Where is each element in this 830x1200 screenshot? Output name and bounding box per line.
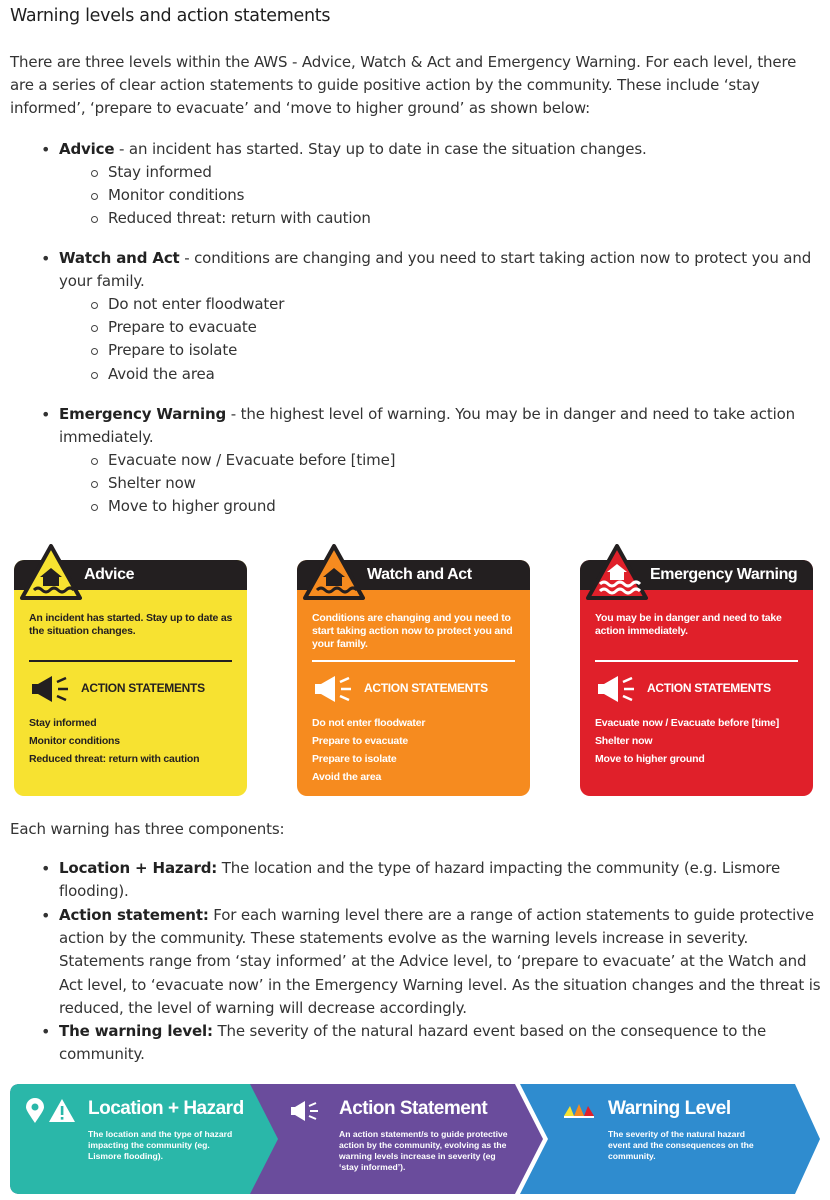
component-desc: The severity of the natural hazard event based on the consequence to the community. <box>59 1022 767 1064</box>
list-item: Prepare to isolate <box>108 339 284 362</box>
list-item: Stay informed <box>29 717 97 729</box>
components-intro: Each warning has three components: <box>10 820 285 838</box>
component-warning-level <box>59 1020 824 1066</box>
list-item: Prepare to evacuate <box>108 316 284 339</box>
component-name: Location + Hazard: <box>59 859 218 877</box>
banner-desc-location: The location and the type of hazard impacting the community (eg. Lismore flooding). <box>88 1129 233 1161</box>
list-item: Move to higher ground <box>595 753 705 765</box>
emergency-warning-card <box>580 560 813 796</box>
divider <box>29 660 232 662</box>
advice-card <box>14 560 247 796</box>
level-desc: - the highest level of warning. You may be in danger and need to take action immediately. <box>59 405 795 446</box>
divider <box>312 660 515 662</box>
card-actions-list <box>595 714 779 768</box>
card-title: Advice <box>84 566 135 583</box>
card-actions-list <box>312 714 425 786</box>
banner-title-location: Location + Hazard <box>88 1098 244 1119</box>
flood-house-warning-icon <box>586 544 648 600</box>
action-statements-label: ACTION STATEMENTS <box>364 681 488 695</box>
list-item: Avoid the area <box>108 363 284 386</box>
component-action-statement <box>59 904 824 1020</box>
megaphone-icon <box>313 674 357 704</box>
level-desc: - conditions are changing and you need to start taking action now to protect you and your family. <box>59 249 812 290</box>
card-description: Conditions are changing and you need to start taking action now to protect you and your family. <box>312 612 513 650</box>
list-item: Monitor conditions <box>108 184 371 207</box>
list-item: Stay informed <box>108 161 371 184</box>
component-location-hazard <box>59 857 824 903</box>
banner-title-action: Action Statement <box>339 1098 488 1119</box>
card-title: Emergency Warning <box>650 566 798 583</box>
level-emergency-warning <box>59 403 824 449</box>
watch-and-act-card <box>297 560 530 796</box>
banner-desc-warning: The severity of the natural hazard event and the consequences on the community. <box>608 1129 754 1161</box>
card-actions-list <box>29 714 199 768</box>
action-statements-label: ACTION STATEMENTS <box>647 681 771 695</box>
level-name: Watch and Act <box>59 249 180 267</box>
list-item: Prepare to evacuate <box>312 735 409 747</box>
megaphone-icon <box>30 674 74 704</box>
divider <box>595 660 798 662</box>
card-description: You may be in danger and need to take action immediately. <box>595 612 782 637</box>
banner-desc-action: An action statement/s to guide protective action by the community, evolving as the warning levels increase in severity (eg ‘stay informed’). <box>339 1129 508 1172</box>
card-title: Watch and Act <box>367 566 472 583</box>
page-title: Warning levels and action statements <box>10 6 331 26</box>
flood-house-warning-icon <box>20 544 82 600</box>
level-advice <box>59 138 824 161</box>
flood-house-warning-icon <box>303 544 365 600</box>
list-item: Do not enter floodwater <box>312 717 426 729</box>
list-item: Do not enter floodwater <box>108 293 284 316</box>
banner-title-warning: Warning Level <box>608 1098 731 1119</box>
level-watch-and-act <box>59 247 824 293</box>
component-name: The warning level: <box>59 1022 213 1040</box>
list-item: Evacuate now / Evacuate before [time] <box>108 449 395 472</box>
list-item: Move to higher ground <box>108 495 395 518</box>
emergency-actions-list <box>108 449 395 519</box>
warning-level-gauge-icon <box>562 1102 596 1120</box>
watch-actions-list <box>108 293 284 386</box>
level-name: Emergency Warning <box>59 405 227 423</box>
megaphone-icon <box>290 1100 326 1122</box>
list-item: Avoid the area <box>312 771 382 783</box>
component-desc: For each warning level there are a range of action statements to guide protective action by the community. These statements evolve as the warning levels increase in severity. Statements range from ‘stay informed’ at the Advice level, to ‘prepare to evacuate’ at the Watch and Act level, to ‘evacuate now’ in the Emergency Warning level. As the situation changes and the threat is reduced, the level of warning will decrease accordingly. <box>59 906 821 1017</box>
components-banner <box>10 1084 820 1194</box>
list-item: Prepare to isolate <box>312 753 397 765</box>
advice-actions-list <box>108 161 371 231</box>
list-item: Evacuate now / Evacuate before [time] <box>595 717 779 729</box>
location-pin-hazard-icon <box>24 1098 76 1124</box>
list-item: Reduced threat: return with caution <box>29 753 200 765</box>
component-name: Action statement: <box>59 906 209 924</box>
level-name: Advice <box>59 140 115 158</box>
action-statements-label: ACTION STATEMENTS <box>81 681 205 695</box>
list-item: Shelter now <box>595 735 653 747</box>
component-desc: The location and the type of hazard impacting the community (e.g. Lismore flooding). <box>59 859 781 901</box>
list-item: Shelter now <box>108 472 395 495</box>
list-item: Monitor conditions <box>29 735 120 747</box>
megaphone-icon <box>596 674 640 704</box>
level-desc: - an incident has started. Stay up to date in case the situation changes. <box>114 140 647 158</box>
list-item: Reduced threat: return with caution <box>108 207 371 230</box>
intro-paragraph: There are three levels within the AWS - Advice, Watch & Act and Emergency Warning. For each level, there are a series of clear action statements to guide positive action by the community. These include ‘stay informed’, ‘prepare to evacuate’ and ‘move to higher ground’ as shown below: <box>10 53 797 117</box>
card-description: An incident has started. Stay up to date as the situation changes. <box>29 612 233 637</box>
